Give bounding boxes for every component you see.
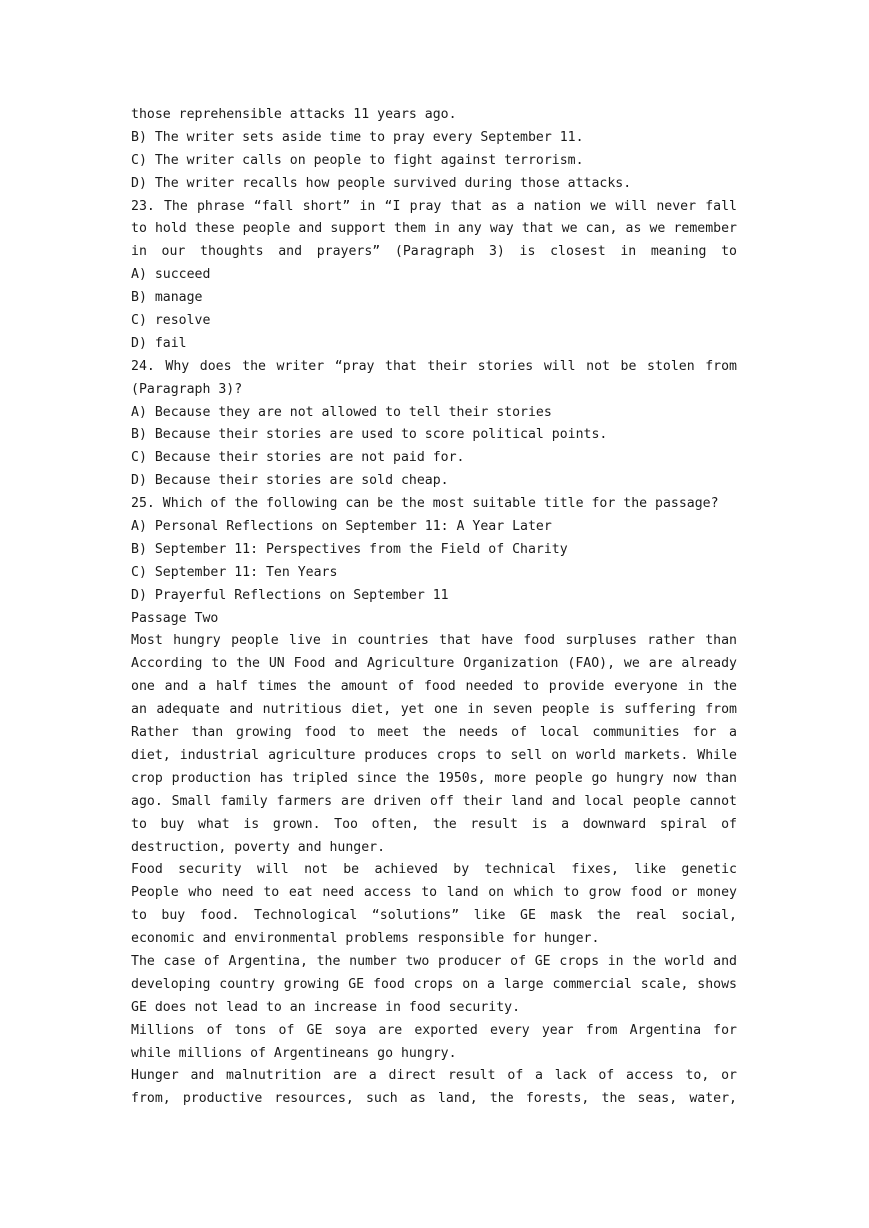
text-line: C) resolve (131, 313, 211, 329)
text-line: from, productive resources, such as land, the forests, the seas, water, (131, 1091, 737, 1107)
text-line: Rather than growing food to meet the needs of local communities for a (131, 725, 737, 741)
text-line: A) Because they are not allowed to tell their stories (131, 404, 552, 420)
text-line: D) The writer recalls how people survived during those attacks. (131, 175, 632, 191)
text-line: to hold these people and support them in any way that we can, as we remember (131, 221, 737, 237)
text-line: economic and environmental problems responsible for hunger. (131, 931, 600, 947)
text-line: one and a half times the amount of food needed to provide everyone in the (131, 679, 737, 695)
text-line: Food security will not be achieved by technical fixes, like genetic (131, 862, 737, 878)
text-line: C) September 11: Ten Years (131, 564, 338, 580)
text-line: Millions of tons of GE soya are exported every year from Argentina for (131, 1022, 737, 1038)
text-line: those reprehensible attacks 11 years ago. (131, 107, 457, 122)
text-line: B) Because their stories are used to score political points. (131, 427, 608, 443)
text-line: to buy what is grown. Too often, the result is a downward spiral of (131, 816, 737, 832)
text-line: Passage Two (131, 610, 219, 626)
text-line: in our thoughts and prayers” (Paragraph 3) is closest in meaning to (131, 244, 737, 260)
document-page (131, 104, 737, 1111)
text-line: 23. The phrase “fall short” in “I pray that as a nation we will never fall (131, 198, 737, 214)
text-line: Hunger and malnutrition are a direct result of a lack of access to, or (131, 1068, 737, 1084)
text-line: C) The writer calls on people to fight against terrorism. (131, 152, 584, 168)
text-line: B) The writer sets aside time to pray every September 11. (131, 129, 584, 145)
text-line: to buy food. Technological “solutions” like GE mask the real social, (131, 908, 737, 924)
text-line: D) fail (131, 335, 187, 351)
text-line: People who need to eat need access to land on which to grow food or money (131, 885, 737, 901)
text-line: developing country growing GE food crops on a large commercial scale, shows (131, 976, 737, 992)
text-line: diet, industrial agriculture produces crops to sell on world markets. While (131, 747, 737, 763)
text-line: while millions of Argentineans go hungry. (131, 1045, 457, 1061)
text-line: 25. Which of the following can be the most suitable title for the passage? (131, 496, 719, 512)
text-line: According to the UN Food and Agriculture Organization (FAO), we are already (131, 656, 737, 672)
text-line: 24. Why does the writer “pray that their stories will not be stolen from (131, 358, 737, 374)
text-line: ago. Small family farmers are driven off their land and local people cannot (131, 793, 737, 809)
text-line: A) succeed (131, 267, 211, 283)
text-line: Most hungry people live in countries that have food surpluses rather than (131, 633, 737, 649)
text-line: GE does not lead to an increase in food security. (131, 999, 521, 1015)
text-line: (Paragraph 3)? (131, 381, 243, 397)
text-line: B) September 11: Perspectives from the Field of Charity (131, 541, 568, 557)
text-line: D) Prayerful Reflections on September 11 (131, 587, 449, 603)
text-line: C) Because their stories are not paid for. (131, 450, 465, 466)
text-line: destruction, poverty and hunger. (131, 839, 386, 855)
text-line: A) Personal Reflections on September 11: A Year Later (131, 519, 552, 535)
text-line: B) manage (131, 290, 203, 306)
text-line: an adequate and nutritious diet, yet one in seven people is suffering from (131, 702, 737, 718)
text-line: crop production has tripled since the 1950s, more people go hungry now than (131, 770, 737, 786)
text-line: The case of Argentina, the number two producer of GE crops in the world and (131, 953, 737, 969)
text-line: D) Because their stories are sold cheap. (131, 473, 449, 489)
